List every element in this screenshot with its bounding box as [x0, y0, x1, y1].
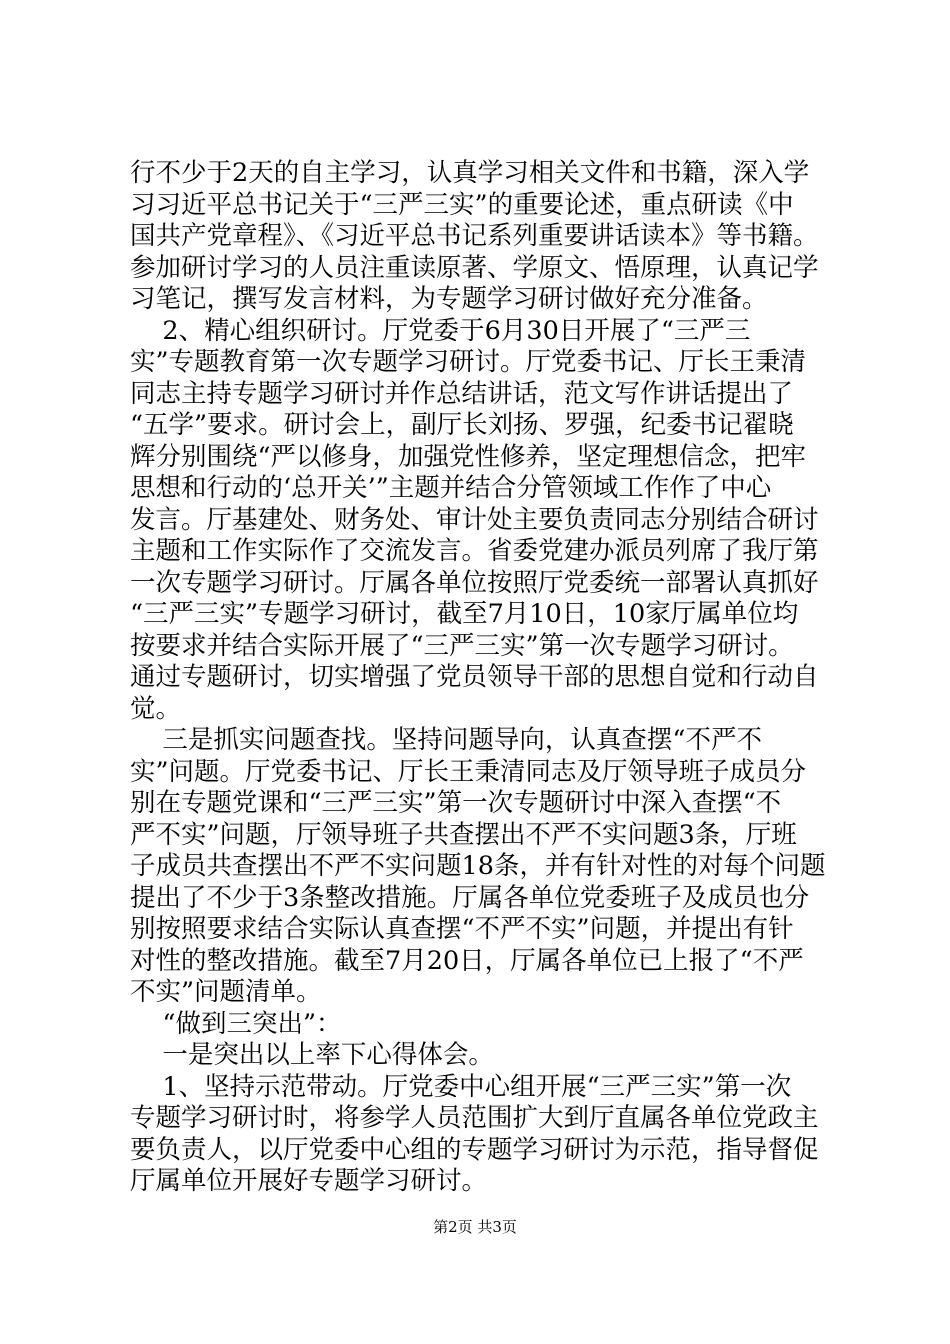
text-line: 实”专题教育第一次专题学习研讨。厅党委书记、厅长王秉清	[130, 347, 807, 377]
text-line: “五学”要求。研讨会上，副厅长刘扬、罗强，纪委书记翟晓	[130, 410, 794, 440]
text-line: 别按照要求结合实际认真查摆“不严不实”问题，并提出有针	[130, 914, 794, 944]
text-line: 严不实”问题，厅领导班子共查摆出不严不实问题3条，厅班	[130, 819, 797, 850]
text-line: 一是突出以上率下心得体会。	[130, 1040, 494, 1070]
text-line: 别在专题党课和“三严三实”第一次专题研讨中深入查摆“不	[130, 788, 782, 818]
text-line: 对性的整改措施。截至7月20日，厅属各单位已上报了“不严	[130, 945, 804, 976]
text-line: 习笔记，撰写发言材料，为专题学习研讨做好充分准备。	[130, 284, 768, 314]
text-line: 主题和工作实际作了交流发言。省委党建办派员列席了我厅第	[130, 536, 819, 566]
text-line: “做到三突出”：	[130, 1008, 342, 1039]
text-line: 三是抓实问题查找。坚持问题导向，认真查摆“不严不	[130, 725, 762, 755]
text-line: 要负责人，以厅党委中心组的专题学习研讨为示范，指导督促	[130, 1134, 819, 1165]
text-line: 国共产党章程》、《习近平总书记系列重要讲话读本》等书籍。	[130, 221, 819, 251]
text-line: 实”问题。厅党委书记、厅长王秉清同志及厅领导班子成员分	[130, 756, 807, 787]
text-line: 按要求并结合实际开展了“三严三实”第一次专题学习研讨。	[130, 630, 794, 661]
text-line: 提出了不少于3条整改措施。厅属各单位党委班子及成员也分	[130, 882, 810, 913]
text-line: 2、精心组织研讨。厅党委于6月30日开展了“三严三	[130, 315, 751, 346]
text-line: 专题学习研讨时，将参学人员范围扩大到厅直属各单位党政主	[130, 1103, 819, 1133]
text-line: 同志主持专题学习研讨并作总结讲话，范文写作讲话提出了	[130, 378, 794, 409]
page-number: 第2页 共3页	[433, 1218, 517, 1236]
text-line: 参加研讨学习的人员注重读原著、学原文、悟原理，认真记学	[130, 252, 819, 283]
text-line: 厅属单位开展好专题学习研讨。	[130, 1166, 488, 1196]
text-line: 辉分别围绕“严以修身，加强党性修养，坚定理想信念，把牢	[130, 441, 807, 472]
text-line: “三严三实”专题学习研讨，截至7月10日，10家厅属单位均	[130, 599, 799, 629]
text-line: 一次专题学习研讨。厅属各单位按照厅党委统一部署认真抓好	[130, 567, 819, 598]
text-line: 子成员共查摆出不严不实问题18条，并有针对性的对每个问题	[130, 851, 826, 881]
text-line: 不实”问题清单。	[130, 977, 322, 1007]
body-text	[130, 158, 850, 1198]
text-line: 发言。厅基建处、财务处、审计处主要负责同志分别结合研讨	[130, 504, 819, 535]
text-line: 思想和行动的‘总开关’”主题并结合分管领域工作作了中心	[130, 473, 772, 503]
text-line: 行不少于2天的自主学习，认真学习相关文件和书籍，深入学	[130, 158, 810, 188]
text-line: 通过专题研讨，切实增强了党员领导干部的思想自觉和行动自	[130, 662, 819, 692]
text-line: 1、坚持示范带动。厅党委中心组开展“三严三实”第一次	[130, 1071, 792, 1102]
text-line: 习习近平总书记关于“三严三实”的重要论述，重点研读《中	[130, 189, 794, 220]
text-line: 觉。	[130, 693, 182, 724]
